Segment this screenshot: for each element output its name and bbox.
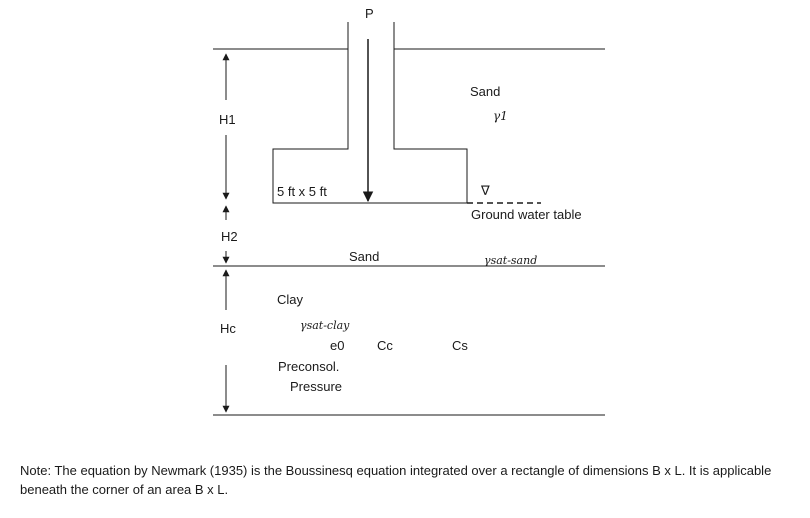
gamma-sat-clay-label: γsat-clay — [300, 319, 350, 332]
h2-label: H2 — [221, 229, 238, 244]
upper-sand-label: Sand — [470, 84, 501, 99]
water-table-symbol: ∇ — [481, 183, 490, 198]
e0-label: e0 — [330, 338, 345, 353]
water-table-label: Ground water table — [471, 207, 582, 222]
h1-label: H1 — [219, 112, 236, 127]
preconsol-label-line1: Preconsol. — [278, 359, 340, 374]
newmark-note: Note: The equation by Newmark (1935) is the Boussinesq equation integrated over a rectangle of dimensions B x L. It is applicable beneath the corner of an area B x L. — [20, 463, 772, 497]
clay-label: Clay — [277, 292, 304, 307]
cs-label: Cs — [452, 338, 468, 353]
hc-label: Hc — [220, 321, 236, 336]
preconsol-label-line2: Pressure — [290, 379, 343, 394]
gamma-sat-sand-label: γsat-sand — [484, 254, 538, 267]
footing-size-label: 5 ft x 5 ft — [277, 184, 327, 199]
load-label: P — [365, 6, 374, 21]
cc-label: Cc — [377, 338, 393, 353]
lower-sand-label: Sand — [349, 249, 380, 264]
gamma1-label: γ1 — [493, 109, 508, 123]
